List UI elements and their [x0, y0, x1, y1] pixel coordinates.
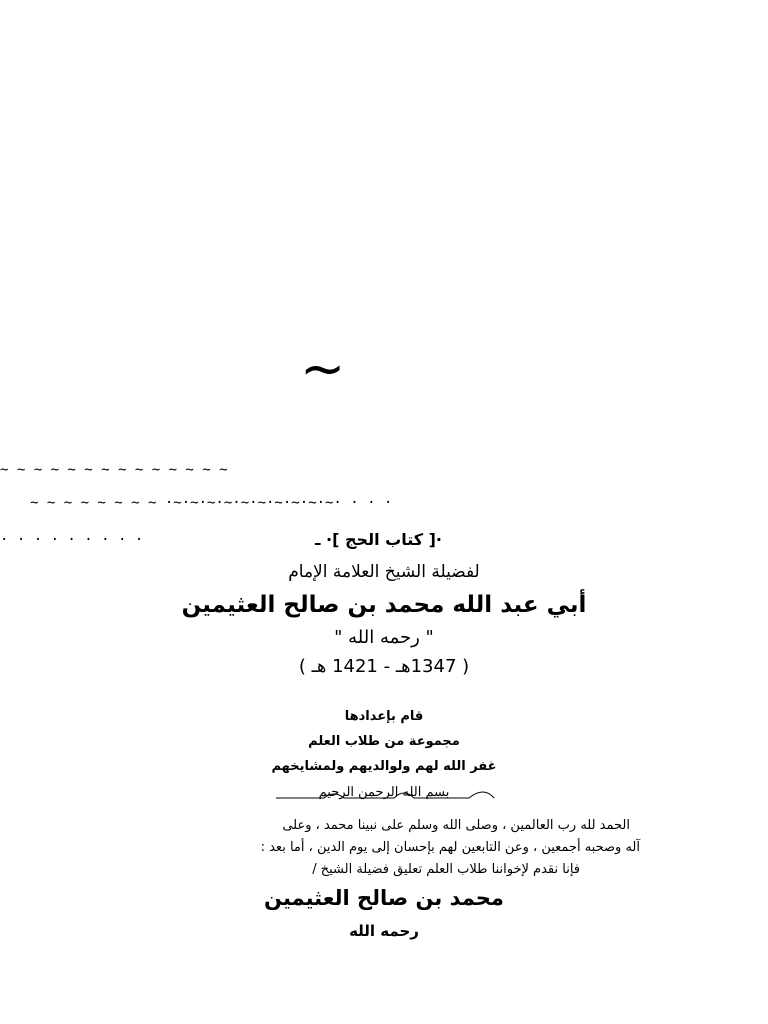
author-mercy-phrase: " رحمه الله " — [334, 627, 434, 648]
book-title: ·[ كتاب الحج ]· ـ — [315, 530, 443, 549]
intro-line-3: فإنا نقدم لإخواننا طلاب العلم تعليق فضيلة الشيخ / — [312, 862, 580, 877]
prepared-by-prayer: غفر الله لهم ولوالديهم ولمشايخهم — [271, 759, 497, 774]
intro-line-1: الحمد لله رب العالمين ، وصلى الله وسلم على نبينا محمد ، وعلى — [282, 818, 630, 833]
intro-line-2: آله وصحبه أجمعين ، وعن التابعين لهم بإحسان إلى يوم الدين ، أما بعد : — [260, 840, 640, 855]
prepared-by-label: قام بإعدادها — [344, 709, 424, 724]
author-dates: ( 1347هـ - 1421 هـ ) — [298, 656, 470, 677]
decorative-row-1: ~ ~ ~ ~ ~ ~ ~ ~ ~ ~ ~ ~ ~ ~ — [0, 462, 228, 478]
decorative-row-3: · · · · · · · · · — [0, 532, 144, 548]
basmala-calligraphy — [0, 776, 768, 814]
sheikh-mercy-phrase: رحمه الله — [349, 922, 419, 940]
introduction-paragraph — [130, 815, 640, 881]
svg-text:بسم الله الرحمن الرحيم: بسم الله الرحمن الرحيم — [318, 785, 450, 800]
author-honorific: لفضيلة الشيخ العلامة الإمام — [288, 562, 480, 582]
prepared-by-group: مجموعة من طلاب العلم — [308, 734, 460, 749]
basmala-calligraphy-image — [264, 776, 504, 810]
decorative-tilde: ~ — [300, 337, 346, 400]
sheikh-name: محمد بن صالح العثيمين — [264, 886, 504, 910]
author-name: أبي عبد الله محمد بن صالح العثيمين — [181, 592, 587, 618]
decorative-row-2: ~ ~ ~ ~ ~ ~ ~ ~ ·~·~·~·~·~·~·~·~·~·~· · · · — [30, 495, 393, 511]
